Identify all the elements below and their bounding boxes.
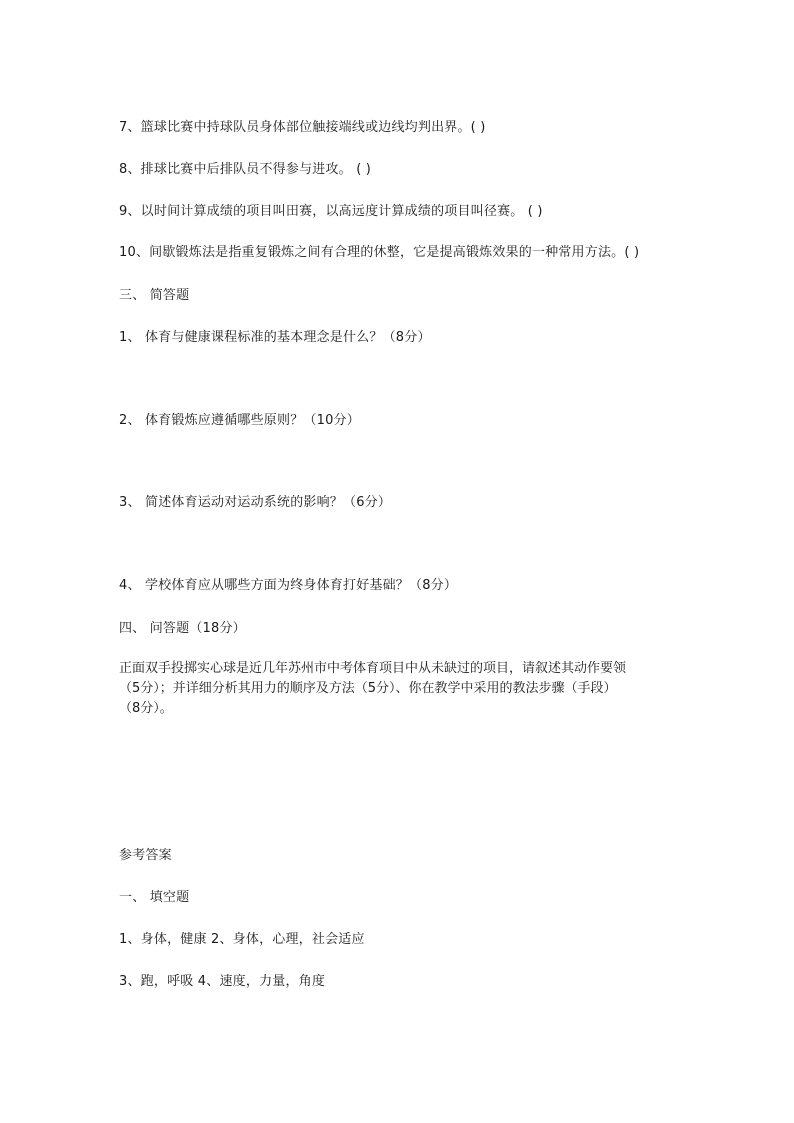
section-4-heading: 四、 问答题（18分）	[119, 621, 246, 636]
section-3-heading: 三、 简答题	[119, 288, 190, 303]
answer-line-1: 1、身体，健康 2、身体，心理，社会适应	[119, 932, 365, 947]
answer-line-2: 3、跑，呼吸 4、速度，力量，角度	[119, 974, 326, 989]
short-answer-3: 3、 简述体育运动对运动系统的影响？（6分）	[119, 495, 392, 510]
short-answer-4: 4、 学校体育应从哪些方面为终身体育打好基础？（8分）	[119, 578, 458, 593]
question-10: 10、间歇锻炼法是指重复锻炼之间有合理的休整，它是提高锻炼效果的一种常用方法。( )	[119, 245, 640, 260]
answers-section-1-heading: 一、 填空题	[119, 890, 190, 905]
essay-line: （5分）；并详细分析其用力的顺序及方法（5分）、你在教学中采用的教法步骤（手段）	[119, 681, 617, 696]
essay-question	[119, 659, 679, 719]
essay-line: 正面双手投掷实心球是近几年苏州市中考体育项目中从未缺过的项目，请叙述其动作要领	[119, 661, 627, 676]
short-answer-1: 1、 体育与健康课程标准的基本理念是什么？（8分）	[119, 330, 431, 345]
question-9: 9、以时间计算成绩的项目叫田赛，以高远度计算成绩的项目叫径赛。 ( )	[119, 204, 543, 219]
essay-line: （8分）。	[119, 701, 173, 716]
short-answer-2: 2、 体育锻炼应遵循哪些原则？（10分）	[119, 413, 360, 428]
answers-title: 参考答案	[119, 848, 172, 863]
question-7: 7、篮球比赛中持球队员身体部位触接端线或边线均判出界。( )	[119, 120, 486, 135]
question-8: 8、排球比赛中后排队员不得参与进攻。 ( )	[119, 162, 372, 177]
